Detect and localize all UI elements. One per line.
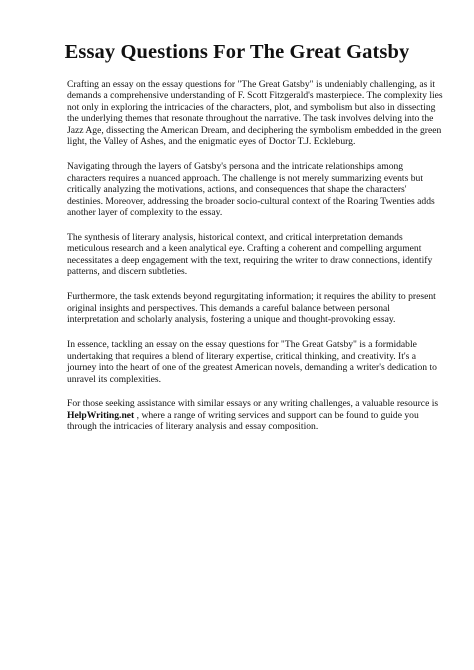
paragraph-characters: Navigating through the layers of Gatsby's persona and the intricate relationships among characters requires a nuanced approach. The challenge is not merely summarizing events but critically analyzing the motivations, actions, and consequences that shape the characters' destinies. Moreover, addressing the broader socio-cultural context of the Roaring Twenties adds another layer of complexity to the essay. (67, 161, 435, 219)
resource-text-after: , where a range of writing services and support can be found to guide you through the intricacies of literary analysis and essay composition. (67, 409, 419, 433)
document-body (67, 79, 443, 446)
document-title: Essay Questions For The Great Gatsby (64, 41, 410, 63)
resource-text-before: For those seeking assistance with similar essays or any writing challenges, a valuable resource is (67, 398, 439, 410)
paragraph-resource (67, 398, 443, 432)
paragraph-essence: In essence, tackling an essay on the essay questions for "The Great Gatsby" is a formidable undertaking that requires a blend of literary expertise, critical thinking, and creativity. It's a journey into the heart of one of the greatest American novels, demanding a writer's dedication to unravel its complexities. (67, 339, 437, 385)
paragraph-synthesis: The synthesis of literary analysis, historical context, and critical interpretation demands meticulous research and a keen analytical eye. Crafting a coherent and compelling argument necessitates a deep engagement with the text, requiring the writer to draw connections, identify patterns, and discern subtleties. (67, 231, 433, 278)
resource-site-name: HelpWriting.net (67, 409, 135, 421)
paragraph-intro: Crafting an essay on the essay questions for "The Great Gatsby" is undeniably challenging, as it demands a comprehensive understanding of F. Scott Fitzgerald's masterpiece. The complexity lies not only in exploring the intricacies of the characters, plot, and symbolism but also in dissecting the underlying themes that resonate throughout the narrative. The task involves delving into the Jazz Age, dissecting the American Dream, and deciphering the symbolism embedded in the green light, the Valley of Ashes, and the enigmatic eyes of Doctor T.J. Eckleburg. (67, 79, 443, 148)
paragraph-insights: Furthermore, the task extends beyond regurgitating information; it requires the ability to present original insights and perspectives. This demands a careful balance between personal interpretation and scholarly analysis, fostering a unique and thought-provoking essay. (67, 291, 436, 326)
